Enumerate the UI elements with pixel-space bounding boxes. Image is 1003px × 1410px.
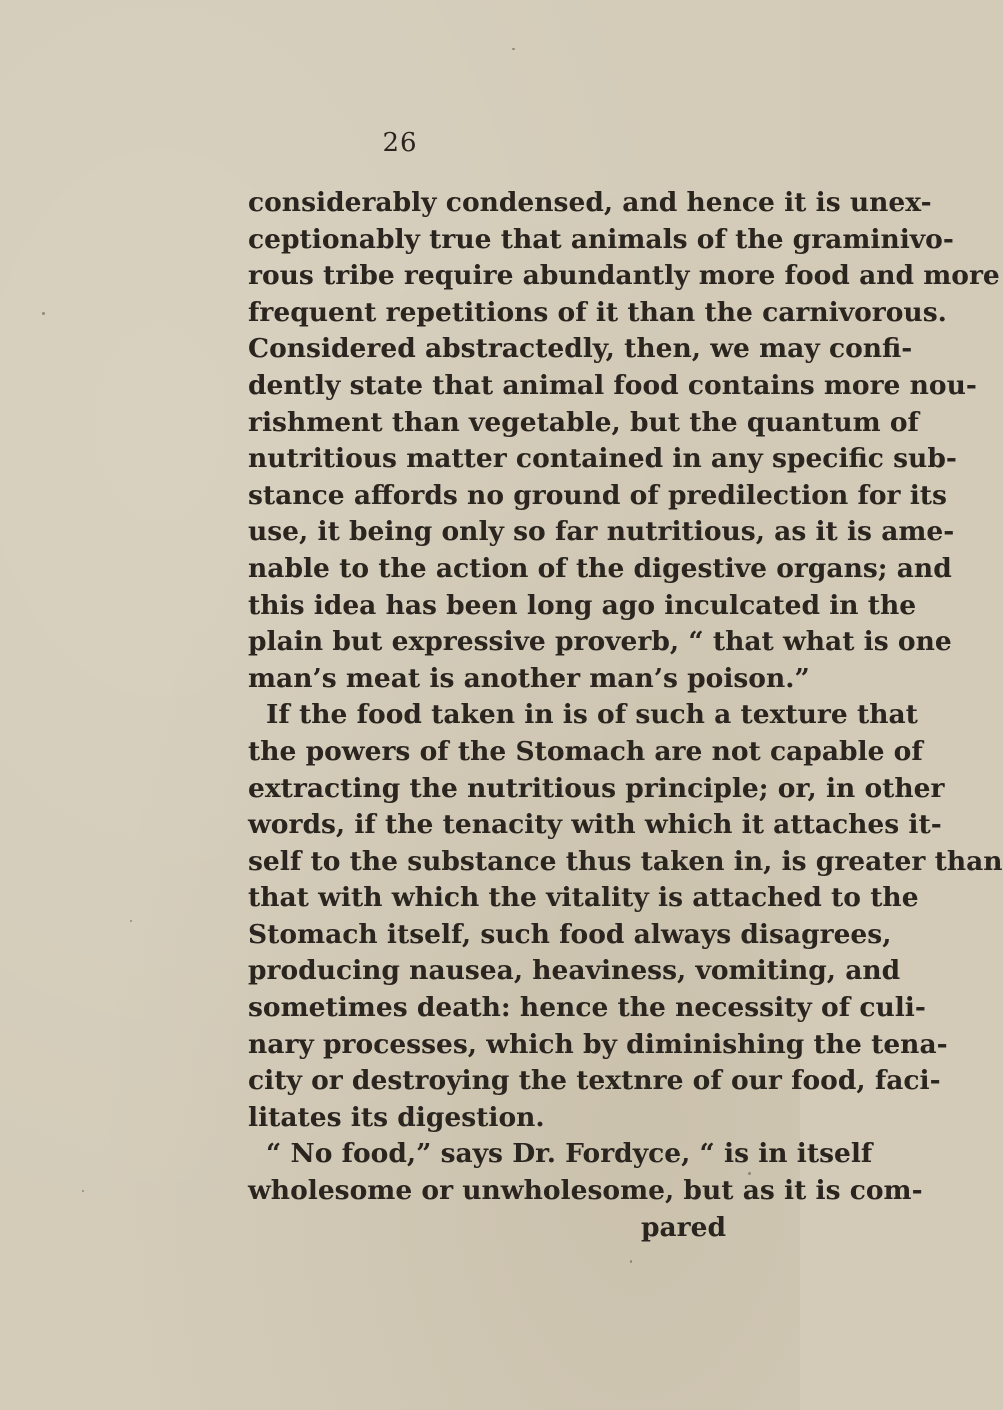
text-line: city or destroying the textnre of our food, faci- [248, 1065, 941, 1097]
paragraph-start-line: “ No food,” says Dr. Fordyce, “ is in itself [266, 1138, 873, 1170]
text-line: self to the substance thus taken in, is greater than [248, 845, 1003, 877]
text-line: frequent repetitions of it than the carnivorous. [248, 296, 947, 328]
text-line: stance affords no ground of predilection for its [248, 479, 947, 511]
text-line: litates its digestion. [248, 1101, 545, 1133]
text-line: Considered abstractedly, then, we may confi- [248, 333, 913, 365]
text-line: use, it being only so far nutritious, as it is ame- [248, 516, 955, 548]
text-line: extracting the nutritious principle; or, in other [248, 772, 945, 804]
text-line: wholesome or unwholesome, but as it is com- [248, 1175, 923, 1207]
text-line: that with which the vitality is attached to the [248, 882, 919, 914]
text-line: sometimes death: hence the necessity of culi- [248, 992, 926, 1024]
text-line: ceptionably true that animals of the graminivo- [248, 223, 954, 255]
paper-speck [42, 312, 45, 315]
text-line: the powers of the Stomach are not capable of [248, 735, 923, 767]
text-line: nary processes, which by diminishing the tena- [248, 1028, 948, 1060]
text-line: man’s meat is another man’s poison.” [248, 662, 810, 694]
text-line: dently state that animal food contains more nou- [248, 369, 977, 401]
text-line: producing nausea, heaviness, vomiting, and [248, 955, 901, 987]
text-line: rishment than vegetable, but the quantum of [248, 406, 919, 438]
text-line: this idea has been long ago inculcated in the [248, 589, 917, 621]
paragraph-start-line: If the food taken in is of such a texture that [266, 699, 918, 731]
body-text [248, 185, 1003, 1246]
text-line: plain but expressive proverb, “ that what is one [248, 626, 952, 658]
text-line: nable to the action of the digestive organs; and [248, 552, 952, 584]
text-line: considerably condensed, and hence it is unex- [248, 187, 932, 218]
paper-speck [130, 920, 132, 922]
catchword: pared [640, 1211, 726, 1243]
paper-speck [82, 1190, 84, 1192]
text-line: Stomach itself, such food always disagrees, [248, 918, 892, 950]
page-number: 26 [382, 128, 418, 158]
text-line: words, if the tenacity with which it attaches it- [248, 809, 942, 841]
paper-speck [630, 1260, 632, 1263]
text-line: nutritious matter contained in any specific sub- [248, 443, 957, 475]
paper-speck [512, 48, 515, 50]
paper-speck [748, 1172, 751, 1175]
text-line: rous tribe require abundantly more food and more [248, 260, 1000, 292]
